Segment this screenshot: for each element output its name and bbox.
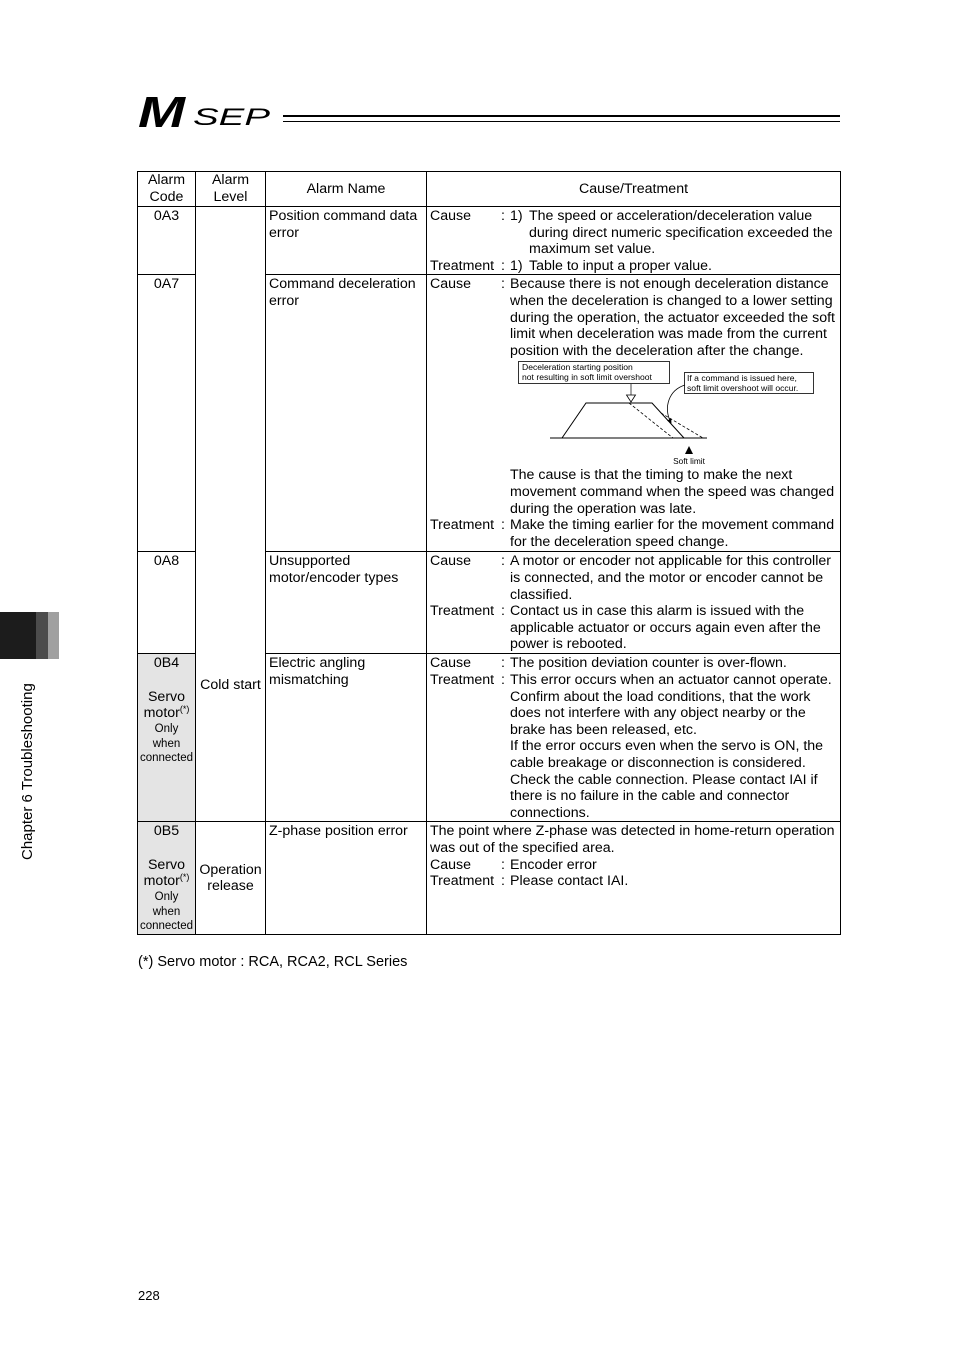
- logo-main-letter: M: [138, 90, 187, 132]
- ct-text: Make the timing earlier for the movement command: [510, 517, 835, 534]
- ct-label: Treatment: [430, 603, 495, 620]
- servo-motor-label: Servo motor: [143, 688, 186, 722]
- ct-paragraph-line: was out of the specified area.: [430, 839, 615, 856]
- deceleration-diagram: [430, 359, 838, 467]
- alarm-name: Electric angling mismatching: [266, 654, 427, 822]
- ct-line: [430, 857, 838, 874]
- ct-line: [430, 603, 838, 620]
- alarm-level-cell: [196, 207, 266, 822]
- ct-line: [430, 517, 838, 534]
- ct-line: [430, 722, 838, 739]
- ct-text: The position deviation counter is over-flown.: [510, 655, 787, 672]
- ct-colon: :: [501, 517, 505, 534]
- ct-text: The cause is that the timing to make the next: [510, 467, 793, 484]
- alarm-code-cell: [138, 552, 196, 654]
- ct-colon: :: [501, 655, 505, 672]
- condition-line: Only: [154, 722, 179, 735]
- page-number: 228: [138, 1288, 160, 1303]
- ct-text: This error occurs when an actuator cannot operate.: [510, 671, 832, 688]
- command-note-line: soft limit overshoot will occur.: [687, 383, 799, 394]
- ct-colon: :: [501, 873, 505, 890]
- ct-text: classified.: [510, 586, 573, 603]
- ct-text: Because there is not enough deceleration distance: [510, 276, 829, 293]
- deceleration-start-marker: [627, 395, 636, 402]
- ct-text: movement command when the speed was changed: [510, 483, 835, 500]
- ct-line: [430, 484, 838, 501]
- ct-label: Cause: [430, 208, 472, 224]
- ct-text: there is no failure in the cable and connector: [510, 788, 790, 805]
- table-row: [138, 207, 841, 275]
- footnote-mark: (*): [179, 872, 190, 883]
- ct-item-number: 1): [510, 208, 523, 224]
- ct-line: [430, 636, 838, 653]
- ct-text: brake has been released, etc.: [510, 721, 697, 738]
- ct-line: [430, 225, 838, 242]
- ct-colon: :: [501, 553, 505, 570]
- ct-text: is connected, and the motor or encoder cannot be: [510, 569, 824, 586]
- ct-line: [430, 241, 838, 258]
- ct-text: when the deceleration is changed to a lower setting: [510, 292, 833, 309]
- ct-label: Treatment: [430, 671, 495, 688]
- servo-motor-note: [139, 857, 194, 890]
- ct-line: [430, 689, 838, 706]
- ct-colon: :: [501, 208, 505, 224]
- alarm-level: Operation release: [199, 861, 262, 895]
- alarm-code: 0B4: [153, 655, 180, 672]
- alarm-name: Z-phase position error: [266, 822, 427, 935]
- alarm-code: 0A8: [153, 553, 180, 570]
- ct-line: [430, 570, 838, 587]
- ct-text: Contact us in case this alarm is issued with the: [510, 603, 805, 620]
- ct-line: [430, 276, 838, 293]
- deceleration-dashed-line: [629, 403, 673, 438]
- ct-paragraph-line: The point where Z-phase was detected in home-return operation: [430, 823, 835, 840]
- ct-text: Check the cable connection. Please contact IAI if: [510, 771, 818, 788]
- command-point-arrow: [667, 385, 685, 423]
- ct-text: Please contact IAI.: [510, 873, 629, 890]
- alarm-code-cell: [138, 207, 196, 275]
- ct-colon: :: [501, 856, 505, 873]
- ct-label: Treatment: [430, 517, 495, 534]
- condition-line: connected: [139, 752, 194, 765]
- ct-colon: :: [501, 257, 505, 274]
- ct-text: power is rebooted.: [510, 636, 627, 653]
- ct-line: [430, 738, 838, 755]
- ct-line: [430, 343, 838, 360]
- ct-text: during direct numeric specification exceeded the: [529, 224, 833, 241]
- ct-line: [430, 467, 838, 484]
- ct-line: [430, 310, 838, 327]
- cause-treatment-cell: [427, 275, 841, 552]
- ct-text: position with the deceleration after the change.: [510, 342, 804, 359]
- servo-motor-note: [139, 689, 194, 722]
- cause-treatment-cell: [427, 822, 841, 935]
- ct-line: [430, 805, 838, 822]
- ct-line: [430, 873, 838, 890]
- condition-line: Only: [154, 890, 179, 903]
- ct-line: [430, 620, 838, 637]
- cause-treatment-cell: [427, 654, 841, 822]
- ct-line: [430, 501, 838, 518]
- soft-limit-marker: [685, 446, 693, 454]
- alarm-code: 0A3: [153, 208, 180, 224]
- alarm-code-cell: [138, 654, 196, 822]
- cause-treatment-cell: [427, 552, 841, 654]
- column-header-alarm-code: Alarm Code: [138, 172, 196, 207]
- alarm-level-cell: [196, 822, 266, 935]
- ct-colon: :: [501, 671, 505, 688]
- ct-line: [430, 672, 838, 689]
- ct-line: [430, 208, 838, 225]
- ct-label: Cause: [430, 856, 472, 873]
- ct-text: Confirm about the load conditions, that the work: [510, 688, 811, 705]
- column-header-alarm-name: Alarm Name: [266, 172, 427, 207]
- command-note-line: If a command is issued here,: [687, 373, 797, 384]
- ct-text: Table to input a proper value.: [529, 257, 712, 274]
- table-row: [138, 822, 841, 935]
- ct-colon: :: [501, 603, 505, 620]
- msep-logo: [136, 90, 278, 132]
- table-header-row: [138, 172, 841, 207]
- ct-line: [430, 293, 838, 310]
- cause-treatment-cell: [427, 207, 841, 275]
- ct-text: during the operation, the actuator exceeded the soft: [510, 309, 835, 326]
- alarm-level: Cold start: [200, 677, 261, 693]
- header-rule-thick: [283, 115, 840, 117]
- overshoot-dashed-line: [661, 413, 703, 438]
- footnote-mark: (*): [179, 704, 190, 715]
- ct-text: cable breakage or disconnection is considered.: [510, 754, 806, 771]
- ct-line: [430, 755, 838, 772]
- footnote: (*) Servo motor : RCA, RCA2, RCL Series: [138, 954, 408, 970]
- chapter-tab-block: [0, 612, 36, 659]
- ct-text: limit when deceleration was made from the current: [510, 326, 827, 343]
- ct-text: If the error occurs even when the servo is ON, the: [510, 738, 824, 755]
- ct-label: Cause: [430, 553, 472, 570]
- ct-text: during the operation was late.: [510, 500, 697, 517]
- alarm-code: 0B5: [153, 823, 180, 840]
- ct-line: [430, 258, 838, 275]
- ct-text: does not interfere with any object nearby or the: [510, 705, 806, 722]
- ct-text: maximum set value.: [529, 241, 656, 258]
- alarm-code: 0A7: [153, 276, 180, 293]
- ct-line: [430, 705, 838, 722]
- column-header-cause-treatment: Cause/Treatment: [427, 172, 841, 207]
- ct-label: Treatment: [430, 257, 495, 274]
- ct-line: [430, 553, 838, 570]
- alarm-name: Unsupported motor/encoder types: [266, 552, 427, 654]
- ct-label: Cause: [430, 655, 472, 672]
- chapter-label: Chapter 6 Troubleshooting: [19, 683, 36, 860]
- alarm-name: Command deceleration error: [266, 275, 427, 552]
- alarm-name: Position command data error: [266, 207, 427, 275]
- alarm-code-cell: [138, 275, 196, 552]
- alarm-table: [137, 171, 841, 935]
- servo-motor-label: Servo motor: [143, 856, 186, 890]
- condition-line: connected: [139, 920, 194, 933]
- ct-text: A motor or encoder not applicable for this controller: [510, 553, 831, 570]
- chapter-tab-strip-light: [48, 612, 59, 659]
- ct-line: [430, 534, 838, 551]
- ct-text: for the deceleration speed change.: [510, 533, 729, 550]
- start-note-line: Deceleration starting position: [522, 362, 633, 373]
- header-rule-thin: [283, 121, 840, 122]
- ct-text: applicable actuator or occurs again even after the: [510, 619, 821, 636]
- alarm-code-cell: [138, 822, 196, 935]
- condition-line: when: [152, 905, 181, 918]
- ct-line: [430, 587, 838, 604]
- ct-line: [430, 772, 838, 789]
- column-header-alarm-level: Alarm Level: [196, 172, 266, 207]
- ct-text: connections.: [510, 804, 590, 821]
- soft-limit-label: Soft limit: [673, 456, 705, 467]
- ct-text: Encoder error: [510, 856, 597, 873]
- speed-profile-line: [562, 403, 684, 438]
- ct-label: Cause: [430, 276, 472, 293]
- ct-line: [430, 788, 838, 805]
- ct-line: [430, 655, 838, 672]
- ct-label: Treatment: [430, 873, 495, 890]
- start-note-line: not resulting in soft limit overshoot: [522, 372, 652, 383]
- chapter-tab-strip: [36, 612, 48, 659]
- logo-sub-letters: SEP: [193, 104, 270, 131]
- ct-text: The speed or acceleration/deceleration value: [529, 208, 813, 224]
- ct-item-number: 1): [510, 257, 523, 274]
- ct-line: [430, 326, 838, 343]
- condition-line: when: [152, 737, 181, 750]
- ct-colon: :: [501, 276, 505, 293]
